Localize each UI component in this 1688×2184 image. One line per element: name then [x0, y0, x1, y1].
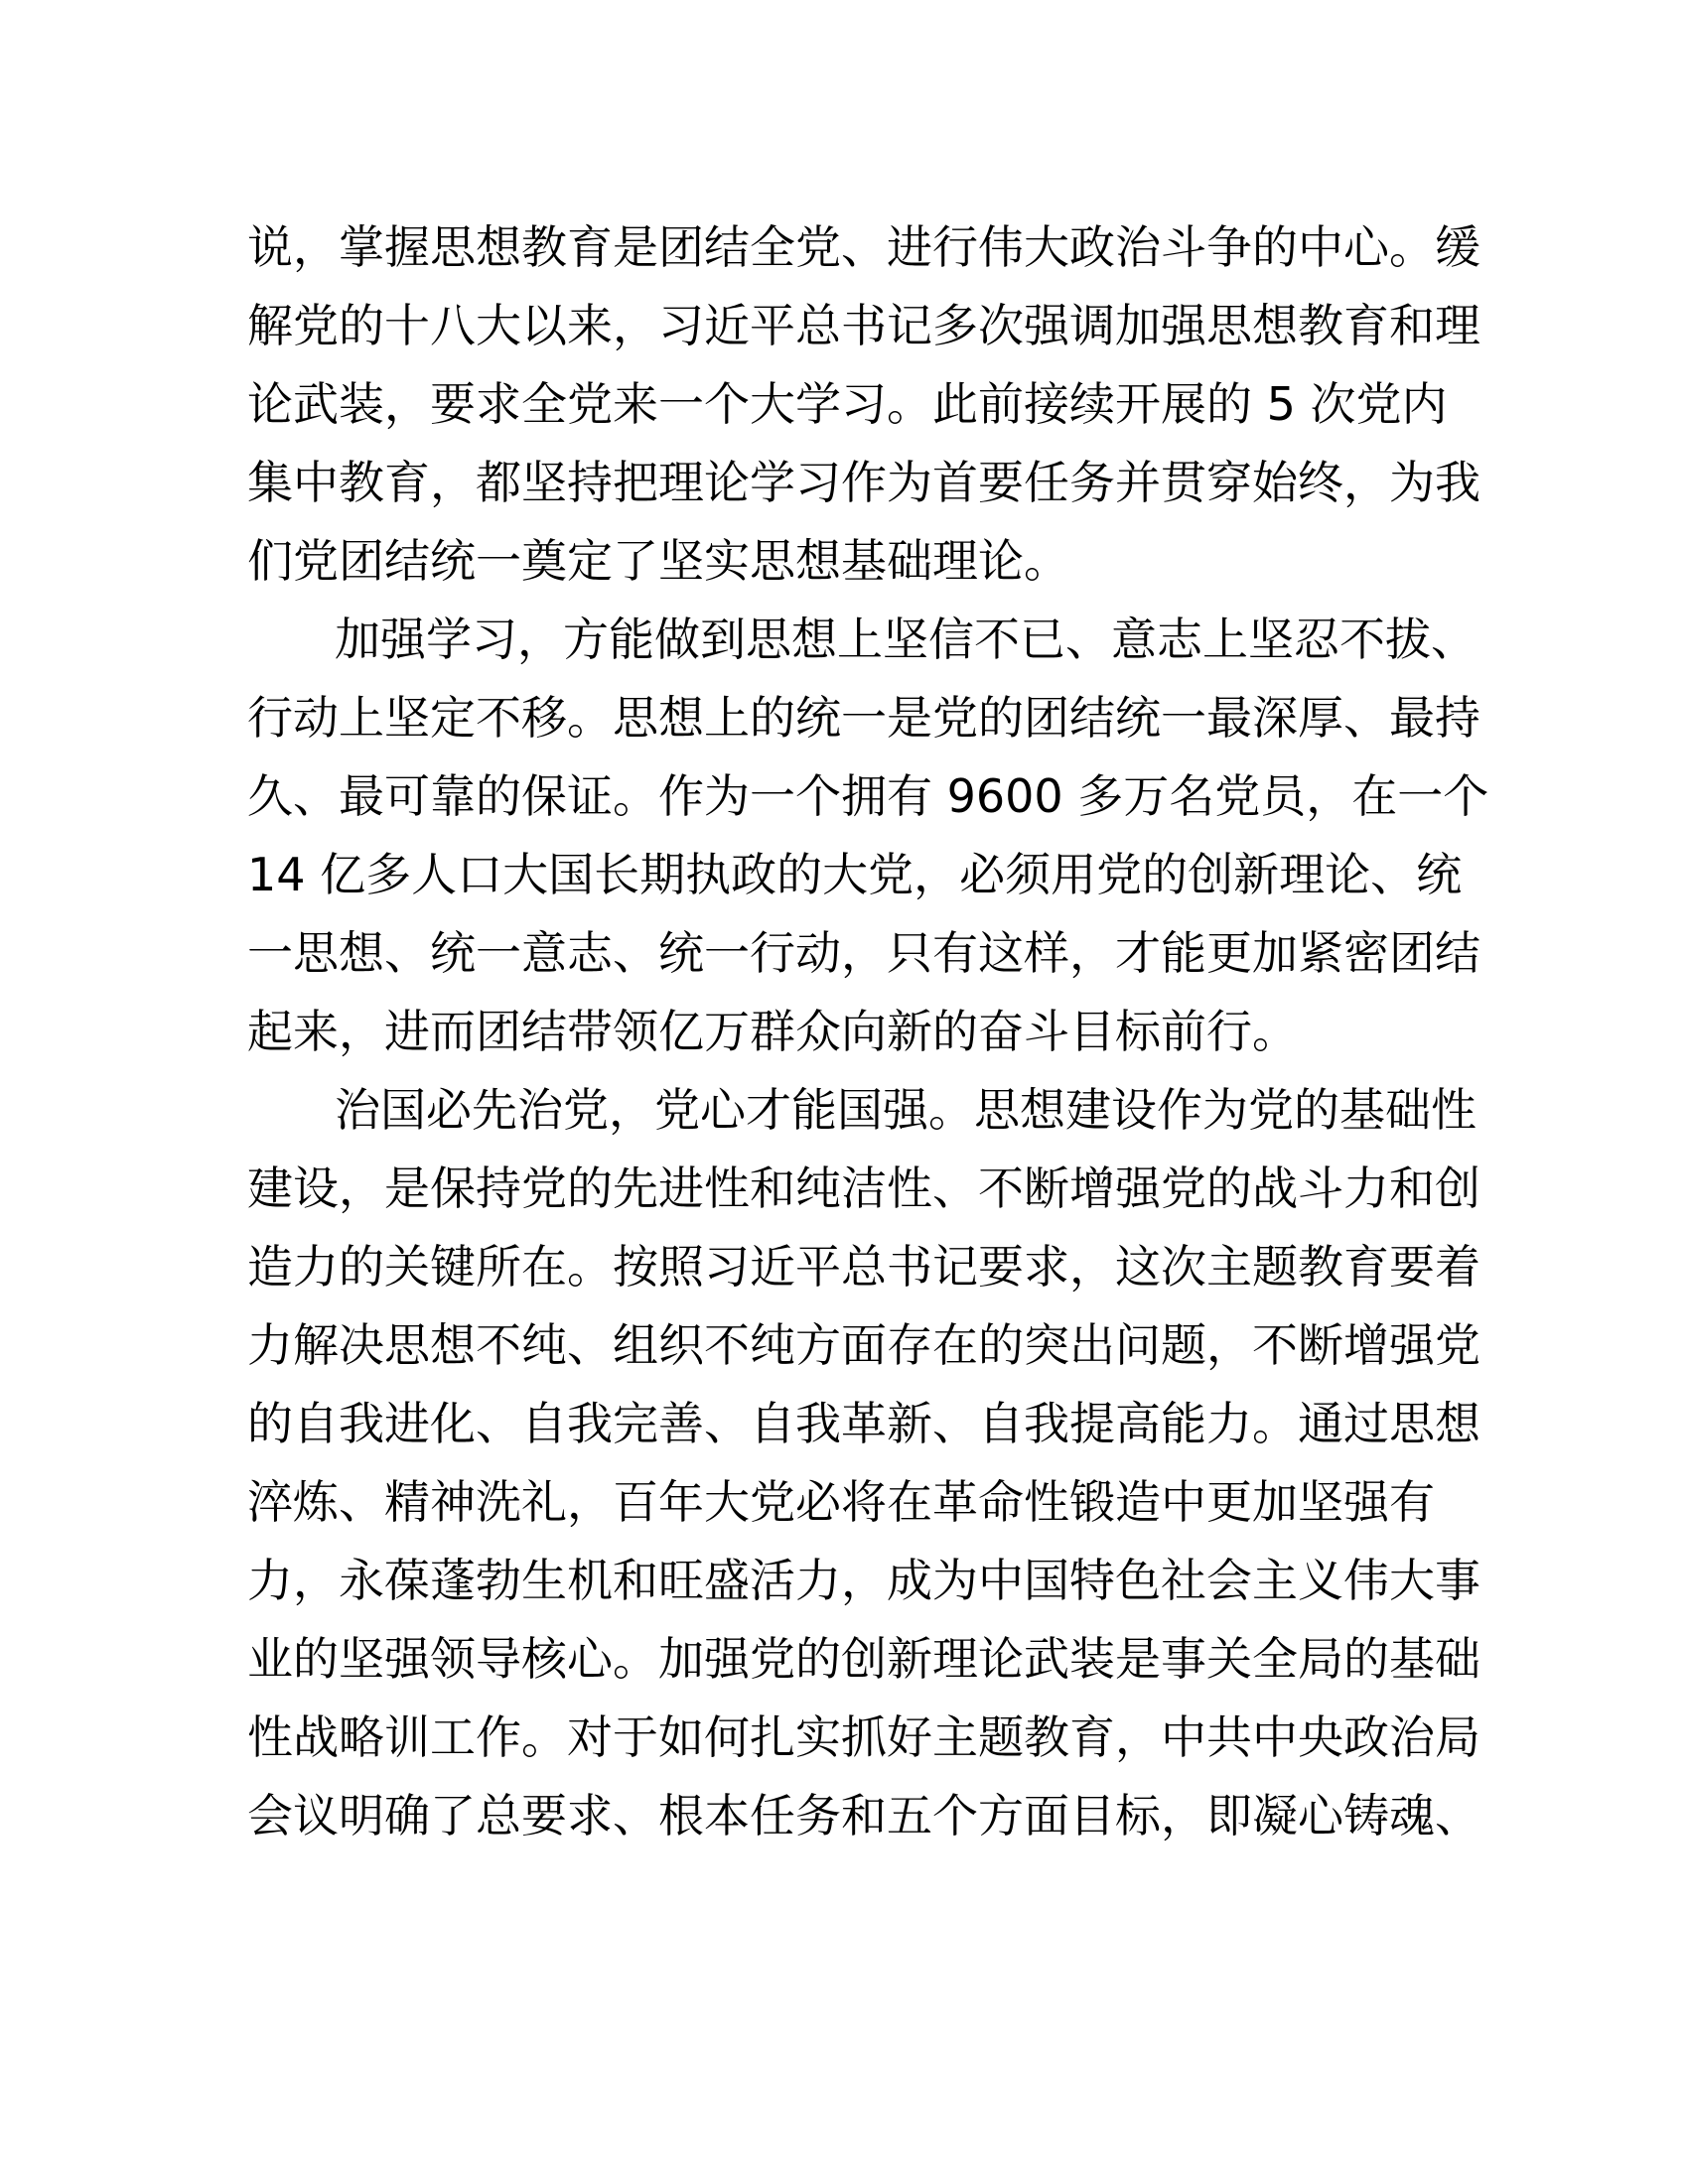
text-line: 性战略训工作。对于如何扎实抓好主题教育，中共中央政治局	[247, 1710, 1480, 1764]
paragraph-3	[247, 1071, 1480, 1855]
text-line: 治国必先治党，党心才能国强。思想建设作为党的基础性	[335, 1083, 1477, 1137]
text-line: 解党的十八大以来，习近平总书记多次强调加强思想教育和理	[247, 299, 1480, 352]
text-line: 一思想、统一意志、统一行动，只有这样，才能更加紧密团结	[247, 926, 1480, 980]
text-line: 集中教育，都坚持把理论学习作为首要任务并贯穿始终，为我	[247, 456, 1480, 509]
paragraph-2	[247, 601, 1489, 1071]
text-line: 说，掌握思想教育是团结全党、进行伟大政治斗争的中心。缓	[247, 220, 1480, 274]
text-line: 会议明确了总要求、根本任务和五个方面目标，即凝心铸魂、	[247, 1789, 1480, 1843]
document-body	[247, 208, 1489, 1855]
text-line: 力，永葆蓬勃生机和旺盛活力，成为中国特色社会主义伟大事	[247, 1554, 1480, 1607]
text-line: 业的坚强领导核心。加强党的创新理论武装是事关全局的基础	[247, 1632, 1480, 1686]
text-line: 论武装，要求全党来一个大学习。此前接续开展的 5 次党内	[247, 377, 1448, 431]
paragraph-1	[247, 208, 1480, 601]
text-line: 造力的关键所在。按照习近平总书记要求，这次主题教育要着	[247, 1240, 1480, 1294]
text-line: 淬炼、精神洗礼，百年大党必将在革命性锻造中更加坚强有	[247, 1475, 1435, 1529]
text-line: 起来，进而团结带领亿万群众向新的奋斗目标前行。	[247, 1005, 1298, 1058]
text-line: 14 亿多人口大国长期执政的大党，必须用党的创新理论、统	[247, 848, 1463, 901]
text-line: 加强学习，方能做到思想上坚信不已、意志上坚忍不拔、	[335, 613, 1477, 666]
text-line: 建设，是保持党的先进性和纯洁性、不断增强党的战斗力和创	[247, 1161, 1480, 1215]
text-line: 们党团结统一奠定了坚实思想基础理论。	[247, 534, 1069, 588]
text-line: 行动上坚定不移。思想上的统一是党的团结统一最深厚、最持	[247, 691, 1480, 745]
text-line: 久、最可靠的保证。作为一个拥有 9600 多万名党员，在一个	[247, 769, 1489, 823]
text-line: 力解决思想不纯、组织不纯方面存在的突出问题，不断增强党	[247, 1318, 1480, 1372]
text-line: 的自我进化、自我完善、自我革新、自我提高能力。通过思想	[247, 1397, 1480, 1450]
